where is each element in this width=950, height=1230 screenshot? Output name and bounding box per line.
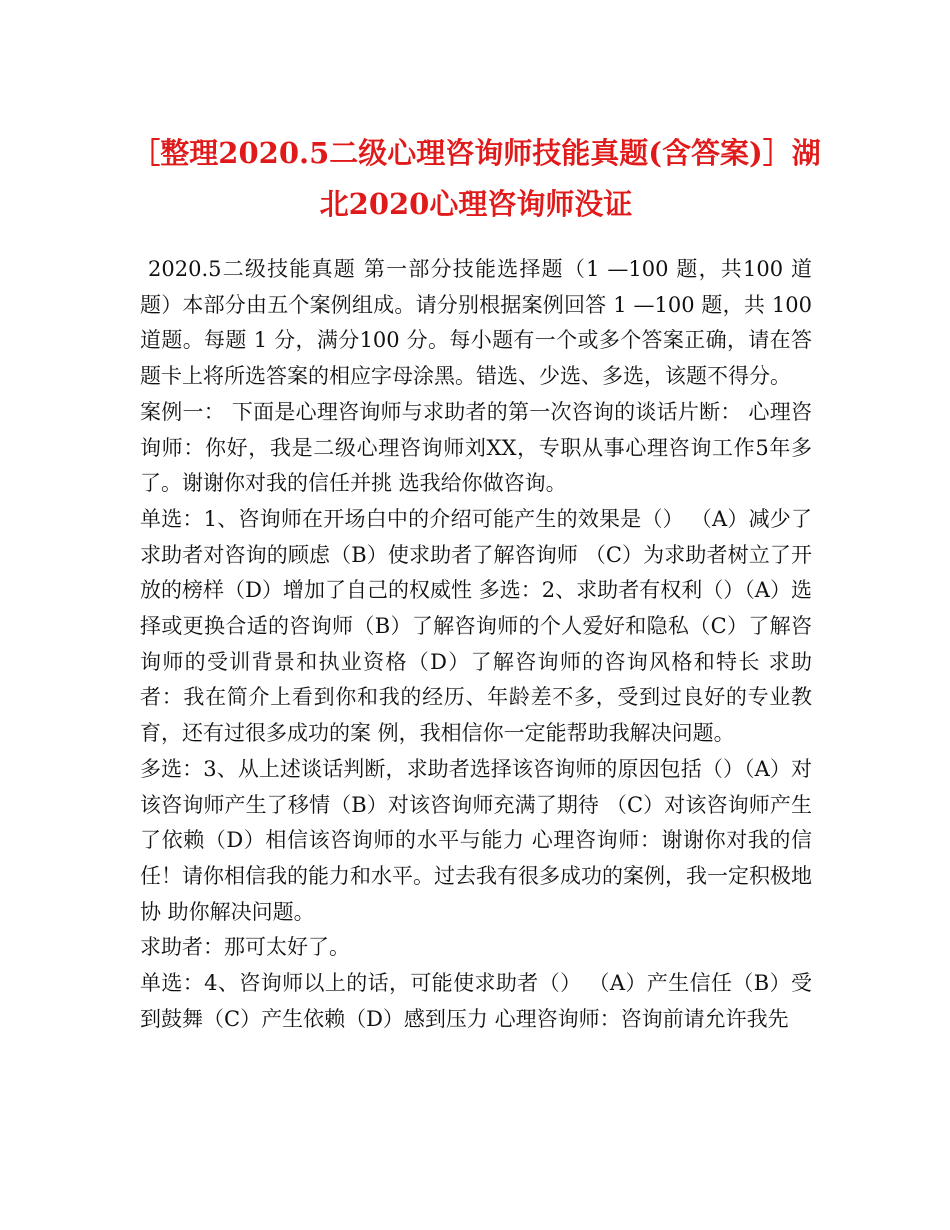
client-reply-paragraph: 求助者：那可太好了。	[140, 935, 350, 960]
document-title: ［整理2020.5二级心理咨询师技能真题(含答案)］湖北2020心理咨询师没证	[131, 136, 821, 221]
intro-paragraph: 2020.5二级技能真题 第一部分技能选择题（1 —100 题，共100 道题）本部分由五个案例组成。请分别根据案例回答 1 —100 题，共 100 道题。每题 1 分，满分100 分。每小题有一个或多个答案正确，请在答题卡上将所选答案的相应字母涂黑。错选、少选、多选，该题不得分。	[140, 257, 812, 389]
document-body	[140, 252, 812, 1037]
case-one-paragraph: 案例一： 下面是心理咨询师与求助者的第一次咨询的谈话片断： 心理咨询师：你好，我是二级心理咨询师刘XX，专职从事心理咨询工作5年多了。谢谢你对我的信任并挑 选我给你做咨询。	[140, 399, 812, 496]
question-3-paragraph: 多选：3、从上述谈话判断，求助者选择该咨询师的原因包括（）（A）对该咨询师产生了移情（B）对该咨询师充满了期待 （C）对该咨询师产生了依赖（D）相信该咨询师的水平与能力 心理咨询师：谢谢你对我的信任！请你相信我的能力和水平。过去我有很多成功的案例，我一定积极地协 助你解决问题。	[140, 756, 812, 924]
question-1-2-paragraph: 单选：1、咨询师在开场白中的介绍可能产生的效果是（） （A）减少了求助者对咨询的顾虑（B）使求助者了解咨询师 （C）为求助者树立了开放的榜样（D）增加了自己的权威性 多选：2、求助者有权利（）（A）选择或更换合适的咨询师（B）了解咨询师的个人爱好和隐私（C）了解咨询师的受训背景和执业资格（D）了解咨询师的咨询风格和特长 求助者：我在简介上看到你和我的经历、年龄差不多，受到过良好的专业教育，还有过很多成功的案 例，我相信你一定能帮助我解决问题。	[140, 506, 812, 746]
question-4-paragraph: 单选：4、咨询师以上的话，可能使求助者（） （A）产生信任（B）受到鼓舞（C）产生依赖（D）感到压力 心理咨询师：咨询前请允许我先	[140, 971, 812, 1031]
